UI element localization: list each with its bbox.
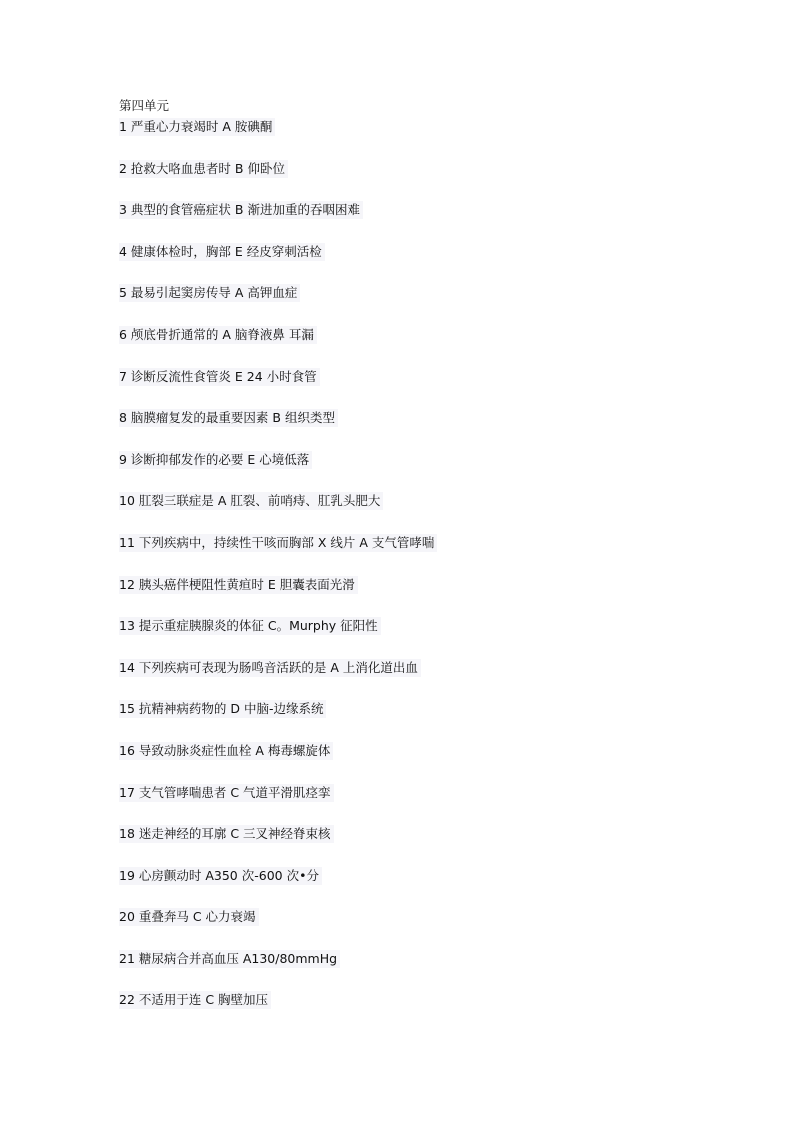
question-item bbox=[119, 409, 719, 451]
question-text: 22 不适用于连 C 胸壁加压 bbox=[119, 991, 271, 1009]
question-item bbox=[119, 451, 719, 493]
unit-title: 第四单元 bbox=[119, 98, 170, 113]
question-item bbox=[119, 284, 719, 326]
question-text: 8 脑膜瘤复发的最重要因素 B 组织类型 bbox=[119, 409, 338, 427]
question-item bbox=[119, 950, 719, 992]
question-item bbox=[119, 243, 719, 285]
question-text: 5 最易引起窦房传导 A 高钾血症 bbox=[119, 284, 300, 302]
question-item bbox=[119, 742, 719, 784]
question-item bbox=[119, 700, 719, 742]
question-item bbox=[119, 160, 719, 202]
question-text: 13 提示重症胰腺炎的体征 C。Murphy 征阳性 bbox=[119, 617, 381, 635]
question-item bbox=[119, 659, 719, 701]
question-item bbox=[119, 534, 719, 576]
question-text: 16 导致动脉炎症性血栓 A 梅毒螺旋体 bbox=[119, 742, 333, 760]
question-item bbox=[119, 368, 719, 410]
question-item bbox=[119, 118, 719, 160]
question-text: 14 下列疾病可表现为肠鸣音活跃的是 A 上消化道出血 bbox=[119, 659, 421, 677]
document-content bbox=[119, 97, 719, 1033]
question-text: 6 颅底骨折通常的 A 脑脊液鼻 耳漏 bbox=[119, 326, 317, 344]
question-text: 7 诊断反流性食管炎 E 24 小时食管 bbox=[119, 368, 320, 386]
question-text: 9 诊断抑郁发作的必要 E 心境低落 bbox=[119, 451, 312, 469]
question-item bbox=[119, 617, 719, 659]
question-item bbox=[119, 908, 719, 950]
question-text: 17 支气管哮喘患者 C 气道平滑肌痉挛 bbox=[119, 784, 334, 802]
question-item bbox=[119, 326, 719, 368]
question-text: 21 糖尿病合并高血压 A130/80mmHg bbox=[119, 950, 340, 968]
question-item bbox=[119, 492, 719, 534]
question-text: 2 抢救大咯血患者时 B 仰卧位 bbox=[119, 160, 288, 178]
question-text: 20 重叠奔马 C 心力衰竭 bbox=[119, 908, 259, 926]
question-text: 12 胰头癌伴梗阻性黄疸时 E 胆囊表面光滑 bbox=[119, 576, 358, 594]
question-item bbox=[119, 576, 719, 618]
question-text: 18 迷走神经的耳廓 C 三叉神经脊束核 bbox=[119, 825, 334, 843]
question-text: 4 健康体检时，胸部 E 经皮穿刺活检 bbox=[119, 243, 325, 261]
question-item bbox=[119, 784, 719, 826]
question-text: 3 典型的食管癌症状 B 渐进加重的吞咽困难 bbox=[119, 201, 363, 219]
question-text: 19 心房颤动时 A350 次-600 次•分 bbox=[119, 867, 322, 885]
question-list bbox=[119, 118, 719, 1033]
question-text: 15 抗精神病药物的 D 中脑-边缘系统 bbox=[119, 700, 326, 718]
question-item bbox=[119, 201, 719, 243]
question-item bbox=[119, 991, 719, 1033]
question-item bbox=[119, 825, 719, 867]
question-text: 1 严重心力衰竭时 A 胺碘酮 bbox=[119, 118, 275, 136]
question-item bbox=[119, 867, 719, 909]
question-text: 10 肛裂三联症是 A 肛裂、前哨痔、肛乳头肥大 bbox=[119, 492, 383, 510]
question-text: 11 下列疾病中，持续性干咳而胸部 X 线片 A 支气管哮喘 bbox=[119, 534, 437, 552]
